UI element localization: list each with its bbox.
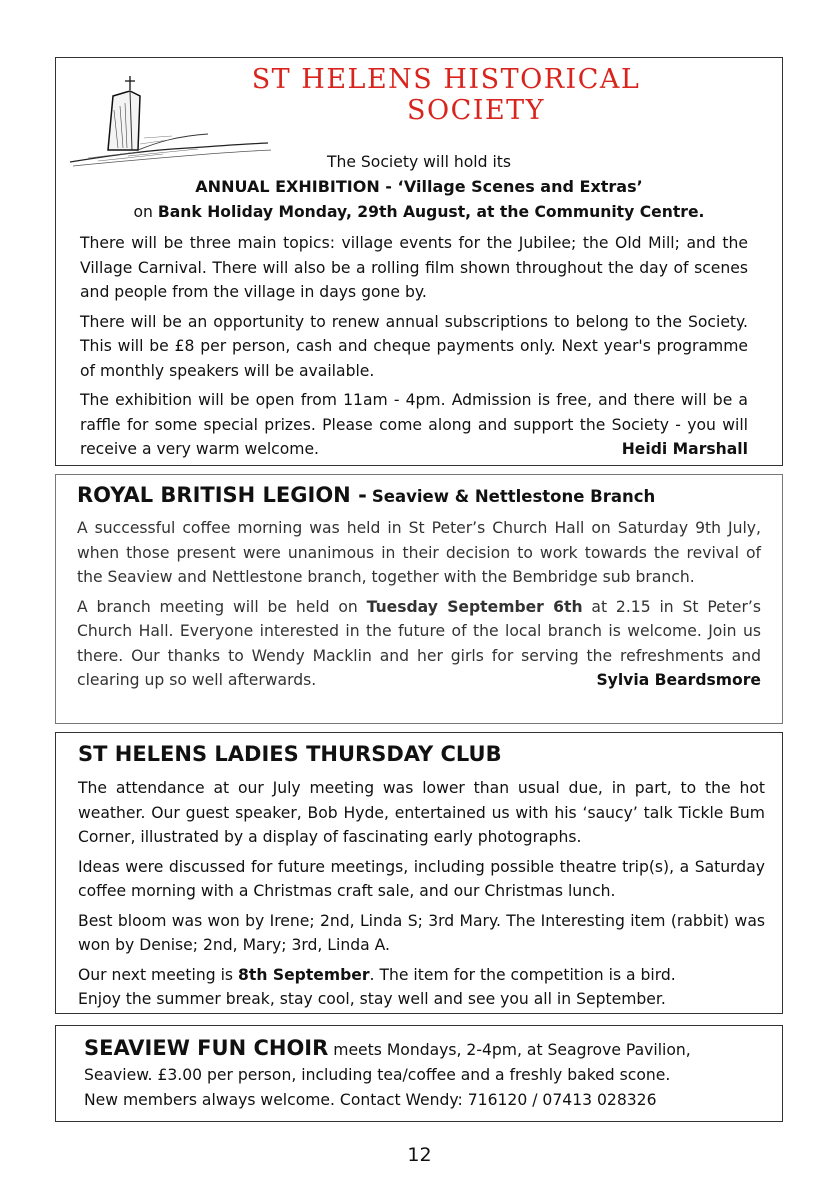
ladies-title: ST HELENS LADIES THURSDAY CLUB [78,742,502,766]
paragraph-text: Our next meeting is [78,965,234,984]
signature: Sylvia Beardsmore [596,671,761,689]
paragraph-text: A branch meeting will be held on [77,597,358,616]
legion-box [55,474,783,724]
choir-line-1 [84,1036,764,1063]
paragraph: The attendance at our July meeting was lower than usual due, in part, to the hot weather. Our guest speaker, Bob Hyde, entertained us with his ‘saucy’ talk Tickle Bum Corner, illustrated by a display of fascinating early photographs. [78,779,765,846]
paragraph: There will be an opportunity to renew annual subscriptions to belong to the Society. This will be £8 per person, cash and cheque payments only. Next year's programme of monthly speakers will be available. [80,312,748,380]
historical-society-box [55,57,783,466]
paragraph-text: The exhibition will be open from 11am - 4pm. Admission is free, and there will be a raffle for some special prizes. Please come along and support the Society - you will receive a very warm welcome. [80,391,748,458]
paragraph [77,595,761,693]
choir-text: meets Mondays, 2-4pm, at Seagrove Pavilion, [333,1041,691,1059]
legion-subtitle: Seaview & Nettlestone Branch [371,487,656,506]
choir-line-3: New members always welcome. Contact Wendy: 716120 / 07413 028326 [84,1091,657,1109]
paragraph [80,388,748,462]
choir-line-2: Seaview. £3.00 per person, including tea/coffee and a freshly baked scone. [84,1066,671,1084]
intro-line: The Society will hold its [326,153,512,171]
paragraph: Best bloom was won by Irene; 2nd, Linda S; 3rd Mary. The Interesting item (rabbit) was won by Denise; 2nd, Mary; 3rd, Linda A. [78,911,765,954]
paragraph-text: . The item for the competition is a bird. [369,965,676,984]
choir-box [55,1025,783,1122]
exhibition-title: ANNUAL EXHIBITION - ‘Village Scenes and Extras’ [195,177,643,196]
choir-title: SEAVIEW FUN CHOIR [84,1036,329,1060]
paragraph-text: at 2.15 in St Peter’s Church Hall. Everyone interested in the future of the local branch is welcome. Join us there. Our thanks to Wendy Macklin and her girls for serving the refreshments and clearing up so well afterwards. [77,597,761,689]
title-line-1: ST HELENS HISTORICAL [251,64,641,95]
paragraph: A successful coffee morning was held in St Peter’s Church Hall on Saturday 9th July, when those present were unanimous in their decision to work towards the revival of the Seaview and Nettlestone branch, together with the Bembridge sub branch. [77,519,761,586]
paragraph: There will be three main topics: village events for the Jubilee; the Old Mill; and the Village Carnival. There will also be a rolling film shown throughout the day of scenes and people from the village in days gone by. [80,234,748,301]
paragraph [78,963,765,988]
date-venue: Bank Holiday Monday, 29th August, at the Community Centre. [157,203,705,221]
page-number: 12 [407,1144,432,1166]
paragraph: Enjoy the summer break, stay cool, stay well and see you all in September. [78,990,666,1008]
on-prefix: on [133,203,153,221]
society-title [226,64,666,126]
date-venue-line [56,200,782,224]
legion-heading [77,483,761,507]
next-meeting-date: 8th September [238,965,370,984]
legion-title: ROYAL BRITISH LEGION - [77,483,367,507]
ladies-club-box [55,732,783,1014]
title-line-2: SOCIETY [407,95,545,126]
meeting-date: Tuesday September 6th [366,597,583,616]
paragraph: Ideas were discussed for future meetings, including possible theatre trip(s), a Saturday coffee morning with a Christmas craft sale, and our Christmas lunch. [78,857,765,900]
signature: Heidi Marshall [621,440,748,458]
